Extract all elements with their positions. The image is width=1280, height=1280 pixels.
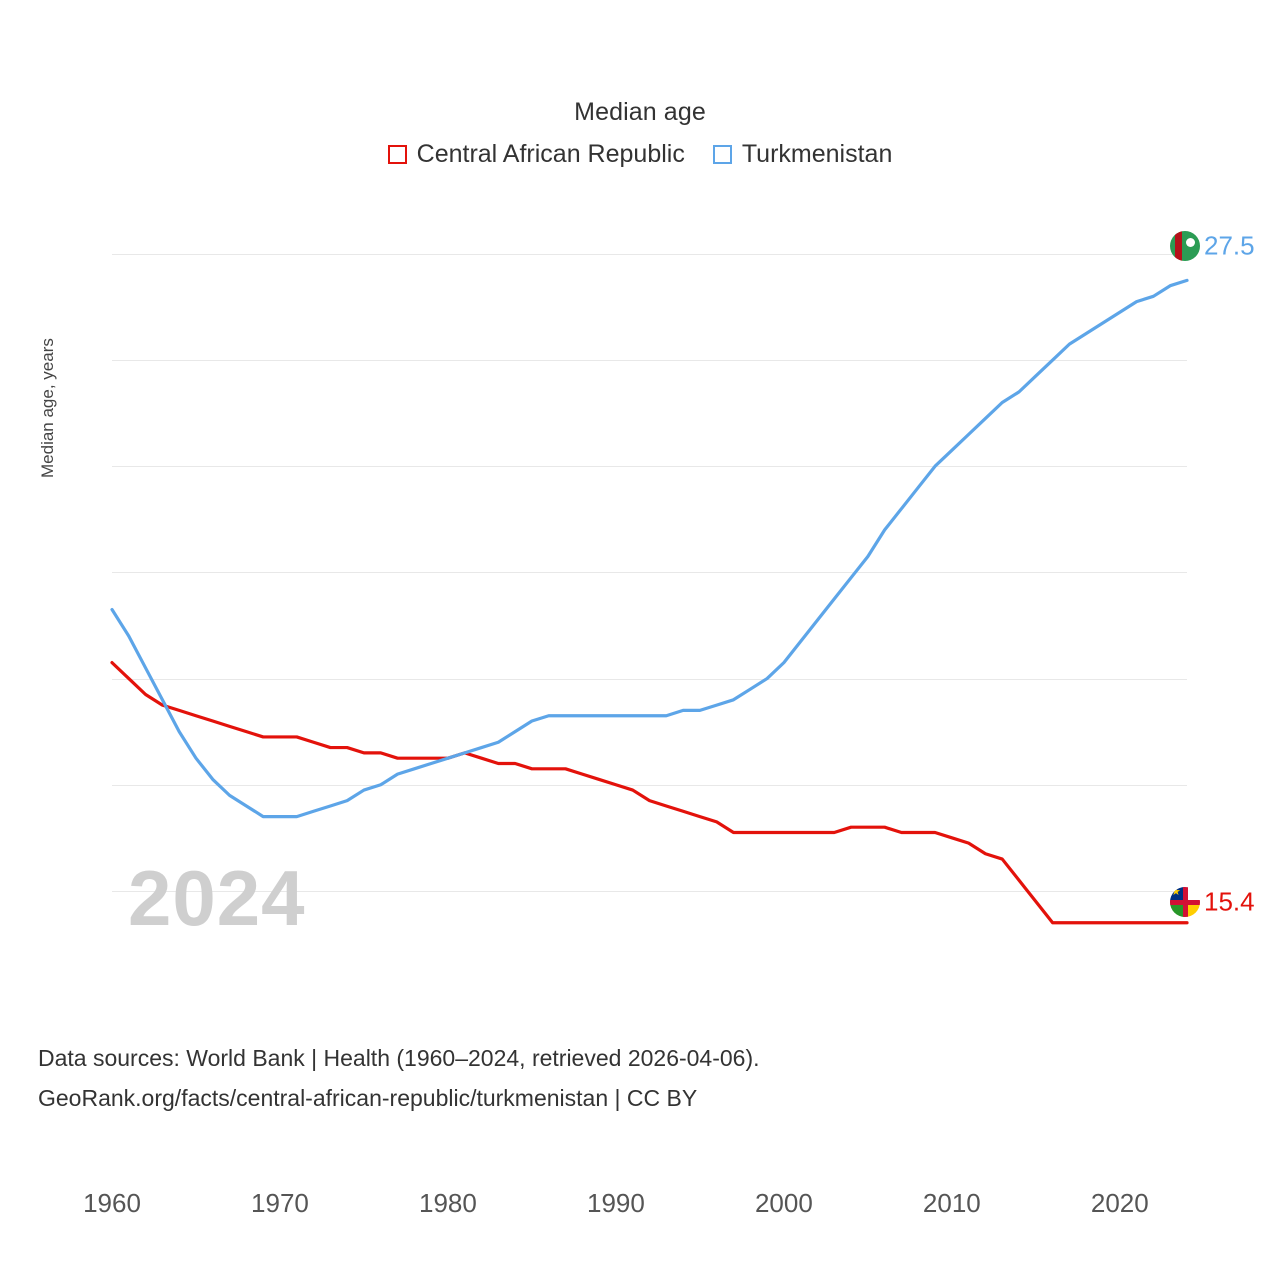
x-tick-label: 2010 [922, 1188, 981, 1218]
legend-item-turkmenistan[interactable] [713, 140, 893, 169]
footer-line-1: Data sources: World Bank | Health (1960–2024, retrieved 2026-04-06). [38, 1045, 760, 1071]
legend-label-central-african-republic: Central African Republic [416, 140, 685, 168]
footer [38, 1038, 760, 1118]
x-tick-label: 1970 [251, 1188, 309, 1218]
end-value-turkmenistan: 27.5 [1204, 230, 1255, 261]
x-tick-label: 2020 [1090, 1188, 1149, 1218]
flag-turkmenistan-icon [1170, 231, 1200, 261]
x-tick-label: 1980 [419, 1188, 477, 1218]
end-label-central-african-republic [1170, 885, 1255, 918]
x-tick-label: 1960 [83, 1188, 141, 1218]
footer-line-2: GeoRank.org/facts/central-african-republic/turkmenistan | CC BY [38, 1085, 698, 1111]
chart-legend [0, 140, 1280, 169]
legend-swatch-central-african-republic [388, 145, 407, 164]
legend-item-central-african-republic[interactable] [388, 140, 685, 169]
end-label-turkmenistan [1170, 229, 1255, 262]
legend-swatch-turkmenistan [713, 145, 732, 164]
y-axis-label: Median age, years [38, 338, 57, 478]
year-watermark: 2024 [128, 854, 306, 942]
x-tick-label: 2000 [754, 1188, 813, 1218]
series-lines [112, 222, 1187, 944]
end-value-central-african-republic: 15.4 [1204, 886, 1255, 917]
flag-central-african-republic-icon: ★ [1170, 887, 1200, 917]
legend-title: Median age [574, 98, 706, 126]
legend-label-turkmenistan: Turkmenistan [741, 140, 893, 168]
x-tick-label: 1990 [586, 1188, 645, 1218]
